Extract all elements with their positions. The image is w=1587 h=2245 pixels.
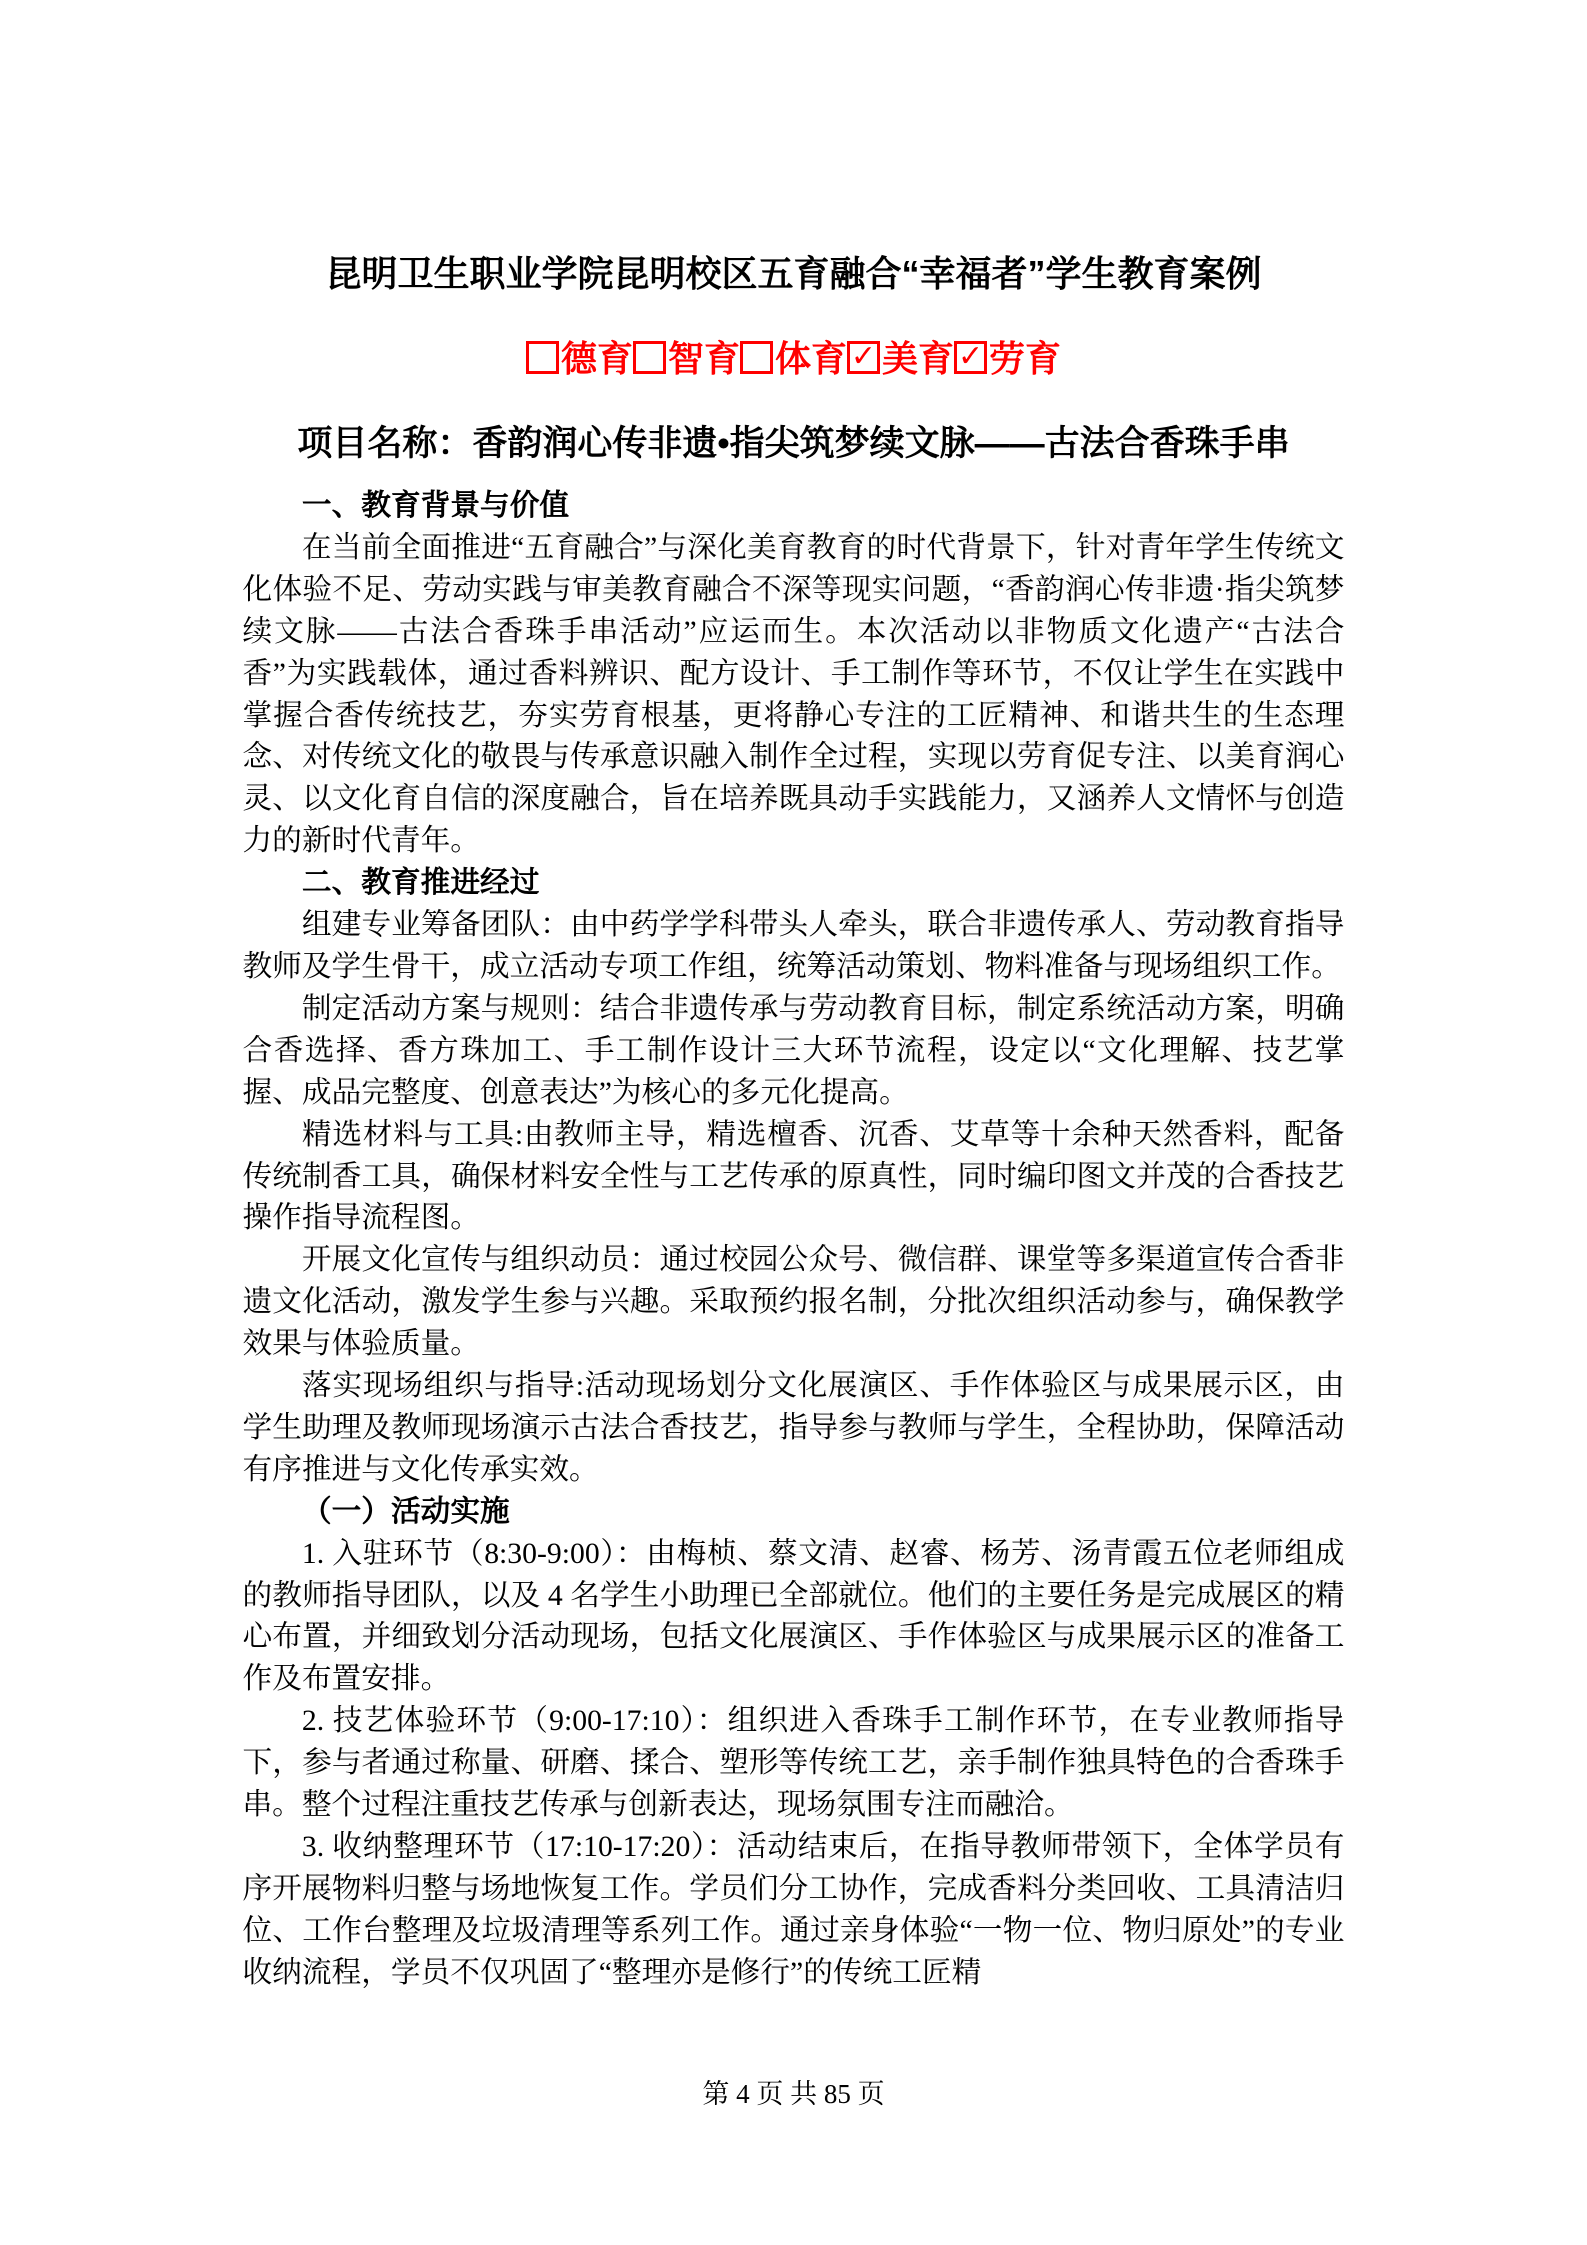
education-category-checkboxes xyxy=(0,338,1587,380)
checkbox-checked-icon xyxy=(954,341,987,374)
section-heading: 二、教育推进经过 xyxy=(301,867,540,900)
body-paragraph: 2. 技艺体验环节（9:00-17:10）：组织进入香珠手工制作环节，在专业教师指导下，参与者通过称量、研磨、揉合、塑形等传统工艺，亲手制作独具特色的合香珠手串。整个过程注重技艺传承与创新表达，现场氛围专注而融洽。 xyxy=(242,1705,1345,1822)
body-paragraph: 组建专业筹备团队：由中药学学科带头人牵头，联合非遗传承人、劳动教育指导教师及学生骨干，成立活动专项工作组，统筹活动策划、物料准备与现场组织工作。 xyxy=(242,909,1345,983)
checkbox-unchecked-icon xyxy=(526,341,559,374)
category-label: 德育 xyxy=(560,338,633,379)
body-paragraph: 落实现场组织与指导:活动现场划分文化展演区、手作体验区与成果展示区，由学生助理及教师现场演示古法合香技艺，指导参与教师与学生，全程协助，保障活动有序推进与文化传承实效。 xyxy=(242,1370,1345,1486)
body-paragraph: 制定活动方案与规则：结合非遗传承与劳动教育目标，制定系统活动方案，明确合香选择、香方珠加工、手工制作设计三大环节流程，设定以“文化理解、技艺掌握、成品完整度、创意表达”为核心的多元化提高。 xyxy=(242,992,1345,1109)
checkbox-unchecked-icon xyxy=(633,341,666,374)
body-paragraph: 开展文化宣传与组织动员：通过校园公众号、微信群、课堂等多渠道宣传合香非遗文化活动，激发学生参与兴趣。采取预约报名制，分批次组织活动参与，确保教学效果与体验质量。 xyxy=(242,1244,1345,1361)
document-body xyxy=(243,486,1345,1995)
section-heading: 一、教育背景与价值 xyxy=(301,490,570,522)
checkbox-unchecked-icon xyxy=(740,341,773,374)
category-label: 劳育 xyxy=(989,338,1062,379)
category-item xyxy=(740,338,847,380)
body-paragraph: 精选材料与工具:由教师主导，精选檀香、沉香、艾草等十余种天然香料，配备传统制香工具，确保材料安全性与工艺传承的原真性，同时编印图文并茂的合香技艺操作指导流程图。 xyxy=(242,1118,1345,1235)
project-title: 项目名称：香韵润心传非遗•指尖筑梦续文脉——古法合香珠手串 xyxy=(297,424,1290,463)
category-item xyxy=(526,338,633,380)
checkbox-checked-icon xyxy=(847,341,880,374)
category-item xyxy=(954,338,1061,380)
page-number-footer: 第 4 页 共 85 页 xyxy=(702,2079,885,2109)
document-title: 昆明卫生职业学院昆明校区五育融合“幸福者”学生教育案例 xyxy=(325,253,1262,294)
body-paragraph: 1. 入驻环节（8:30-9:00）：由梅桢、蔡文清、赵睿、杨芳、汤青霞五位老师组成的教师指导团队，以及 4 名学生小助理已全部就位。他们的主要任务是完成展区的精心布置，并细致划分活动现场，包括文化展演区、手作体验区与成果展示区的准备工作及布置安排。 xyxy=(242,1537,1345,1696)
category-item xyxy=(633,338,740,380)
category-label: 美育 xyxy=(882,338,955,379)
category-label: 体育 xyxy=(774,338,847,379)
category-item xyxy=(847,338,954,380)
document-header xyxy=(0,0,1587,465)
category-label: 智育 xyxy=(667,338,740,379)
subsection-heading: （一）活动实施 xyxy=(301,1495,510,1528)
body-paragraph: 在当前全面推进“五育融合”与深化美育教育的时代背景下，针对青年学生传统文化体验不足、劳动实践与审美教育融合不深等现实问题，“香韵润心传非遗·指尖筑梦续文脉——古法合香珠手串活动”应运而生。本次活动以非物质文化遗产“古法合香”为实践载体，通过香料辨识、配方设计、手工制作等环节，不仅让学生在实践中掌握合香传统技艺，夯实劳育根基，更将静心专注的工匠精神、和谐共生的生态理念、对传统文化的敬畏与传承意识融入制作全过程，实现以劳育促专注、以美育润心灵、以文化育自信的深度融合，旨在培养既具动手实践能力，又涵养人文情怀与创造力的新时代青年。 xyxy=(242,531,1345,858)
body-paragraph: 3. 收纳整理环节（17:10-17:20）：活动结束后，在指导教师带领下，全体学员有序开展物料归整与场地恢复工作。学员们分工协作，完成香料分类回收、工具清洁归位、工作台整理及垃圾清理等系列工作。通过亲身体验“一物一位、物归原处”的专业收纳流程，学员不仅巩固了“整理亦是修行”的传统工匠精 xyxy=(242,1831,1345,1989)
